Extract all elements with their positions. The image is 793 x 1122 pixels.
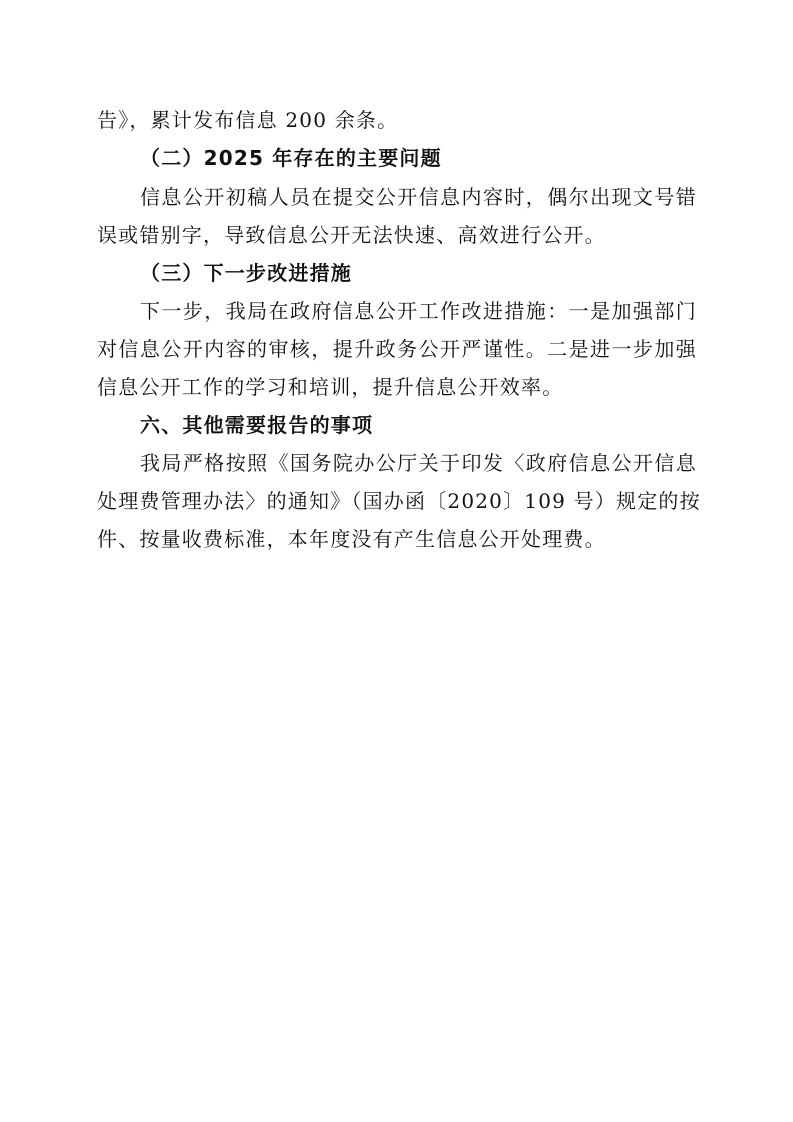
paragraph-other-line-1: 我局严格按照《国务院办公厅关于印发〈政府信息公开信息: [140, 451, 697, 475]
section-heading-problems: （二）2025 年存在的主要问题: [140, 146, 442, 170]
paragraph-improvements-line-3: 信息公开工作的学习和培训，提升信息公开效率。: [97, 375, 564, 399]
paragraph-improvements-line-1: 下一步，我局在政府信息公开工作改进措施：一是加强部门: [140, 299, 697, 323]
section-heading-improvements: （三）下一步改进措施: [140, 261, 352, 285]
paragraph-other-line-2: 处理费管理办法〉的通知》（国办函〔2020〕109 号）规定的按: [97, 489, 701, 513]
paragraph-continuation-line: 告》，累计发布信息 200 余条。: [97, 108, 399, 132]
paragraph-improvements-line-2: 对信息公开内容的审核，提升政务公开严谨性。二是进一步加强: [97, 337, 697, 361]
paragraph-problems-line-1: 信息公开初稿人员在提交公开信息内容时，偶尔出现文号错: [140, 185, 697, 209]
paragraph-other-line-3: 件、按量收费标准，本年度没有产生信息公开处理费。: [97, 527, 606, 551]
section-heading-other-matters: 六、其他需要报告的事项: [140, 413, 374, 437]
paragraph-problems-line-2: 误或错别字，导致信息公开无法快速、高效进行公开。: [97, 223, 606, 247]
